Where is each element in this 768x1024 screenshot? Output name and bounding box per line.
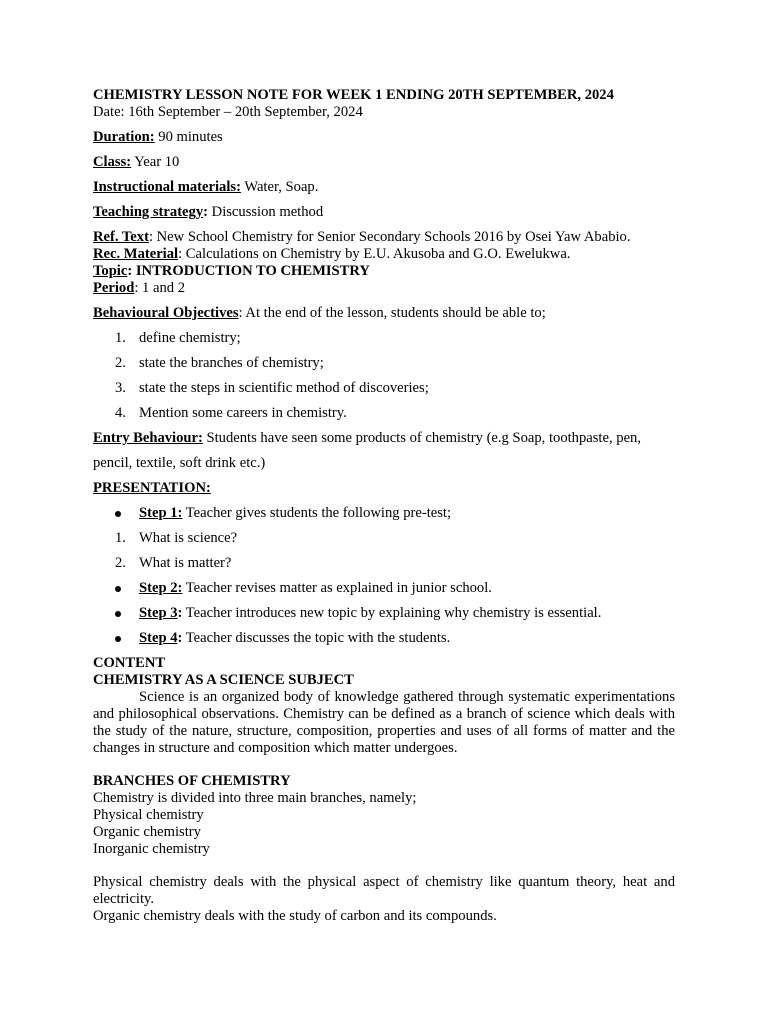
reftext-line [93, 229, 675, 246]
step-text: Teacher revises matter as explained in junior school. [182, 580, 492, 596]
list-item-text: state the steps in scientific method of discoveries; [139, 380, 429, 396]
strategy-label: Teaching strategy [93, 204, 204, 220]
entry-text: Students have seen some products of chemistry (e.g Soap, toothpaste, pen, pencil, textile, soft drink etc.) [93, 430, 641, 471]
list-item-text: What is science? [139, 530, 238, 546]
bullet-icon [115, 611, 121, 617]
branch-item: Organic chemistry [93, 824, 201, 840]
step-text: Teacher gives students the following pre-test; [182, 505, 452, 521]
entry-label: Entry Behaviour: [93, 430, 203, 446]
list-item [93, 330, 675, 347]
duration-label: Duration: [93, 129, 155, 145]
materials-label: Instructional materials: [93, 179, 241, 195]
presentation-steps [93, 505, 675, 647]
branch-item: Physical chemistry [93, 807, 204, 823]
recmaterial-label: Rec. Material [93, 246, 179, 262]
list-item [93, 380, 675, 397]
list-item [93, 555, 675, 572]
period-label: Period [93, 280, 135, 296]
class-label: Class: [93, 154, 132, 170]
list-item-text: state the branches of chemistry; [139, 355, 324, 371]
branch-item: Inorganic chemistry [93, 841, 210, 857]
duration-line [93, 129, 675, 146]
document-title: CHEMISTRY LESSON NOTE FOR WEEK 1 ENDING 20TH SEPTEMBER, 2024 [93, 87, 614, 103]
date-line: Date: 16th September – 20th September, 2024 [93, 104, 363, 120]
objectives-label: Behavioural Objectives [93, 305, 239, 321]
content-subheading: CHEMISTRY AS A SCIENCE SUBJECT [93, 672, 354, 688]
entry-behaviour [93, 426, 675, 476]
strategy-value: Discussion method [208, 204, 324, 220]
list-item [93, 530, 675, 547]
step-text: Teacher introduces new topic by explaining why chemistry is essential. [182, 605, 602, 621]
bullet-icon [115, 636, 121, 642]
materials-value: Water, Soap. [240, 179, 319, 195]
objectives-line [93, 305, 675, 322]
strategy-colon: : [203, 204, 208, 220]
step-label: Step 2: [139, 580, 183, 596]
objectives-list [93, 330, 675, 422]
content-heading: CONTENT [93, 655, 166, 671]
list-item-text: What is matter? [139, 555, 232, 571]
recmaterial-line [93, 246, 675, 263]
step-item [93, 580, 675, 597]
list-item-text: define chemistry; [139, 330, 241, 346]
topic-value: : INTRODUCTION TO CHEMISTRY [127, 263, 370, 279]
list-item [93, 405, 675, 422]
branches-intro: Chemistry is divided into three main branches, namely; [93, 790, 417, 806]
reftext-value: : New School Chemistry for Senior Secondary Schools 2016 by Osei Yaw Ababio. [148, 229, 631, 245]
step-label: Step 3 [139, 605, 178, 621]
duration-value: 90 minutes [154, 129, 223, 145]
step-item [93, 630, 675, 647]
period-value: : 1 and 2 [134, 280, 186, 296]
step-colon: : [177, 605, 183, 621]
physical-chemistry-description: Physical chemistry deals with the physical aspect of chemistry like quantum theory, heat and electricity. [93, 874, 675, 907]
reftext-label: Ref. Text [93, 229, 149, 245]
list-number: 2. [115, 555, 126, 571]
list-item [93, 355, 675, 372]
step-colon: : [177, 630, 183, 646]
list-number: 1. [115, 530, 126, 546]
step-item [93, 505, 675, 522]
strategy-line [93, 204, 675, 221]
list-number: 4. [115, 405, 126, 421]
bullet-icon [115, 586, 121, 592]
topic-label: Topic [93, 263, 128, 279]
materials-line [93, 179, 675, 196]
list-number: 1. [115, 330, 126, 346]
list-item-text: Mention some careers in chemistry. [139, 405, 347, 421]
step-item [93, 605, 675, 622]
lesson-note-page [93, 87, 675, 925]
list-number: 2. [115, 355, 126, 371]
step-label: Step 1: [139, 505, 183, 521]
bullet-icon [115, 511, 121, 517]
topic-line [93, 263, 675, 280]
step-label: Step 4 [139, 630, 178, 646]
branches-heading: BRANCHES OF CHEMISTRY [93, 773, 291, 789]
class-line [93, 154, 675, 171]
class-value: Year 10 [131, 154, 180, 170]
list-number: 3. [115, 380, 126, 396]
objectives-intro: : At the end of the lesson, students should be able to; [238, 305, 546, 321]
recmaterial-value: : Calculations on Chemistry by E.U. Akusoba and G.O. Ewelukwa. [178, 246, 571, 262]
presentation-heading: PRESENTATION: [93, 480, 211, 496]
period-line [93, 280, 675, 297]
organic-chemistry-description: Organic chemistry deals with the study of carbon and its compounds. [93, 908, 497, 924]
step-text: Teacher discusses the topic with the students. [182, 630, 451, 646]
content-paragraph: Science is an organized body of knowledge gathered through systematic experimentations and philosophical observations. Chemistry can be defined as a branch of science which deals with the study of the nature, structure, composition, properties and uses of all forms of matter and the changes in structure and composition which matter undergoes. [93, 689, 675, 756]
